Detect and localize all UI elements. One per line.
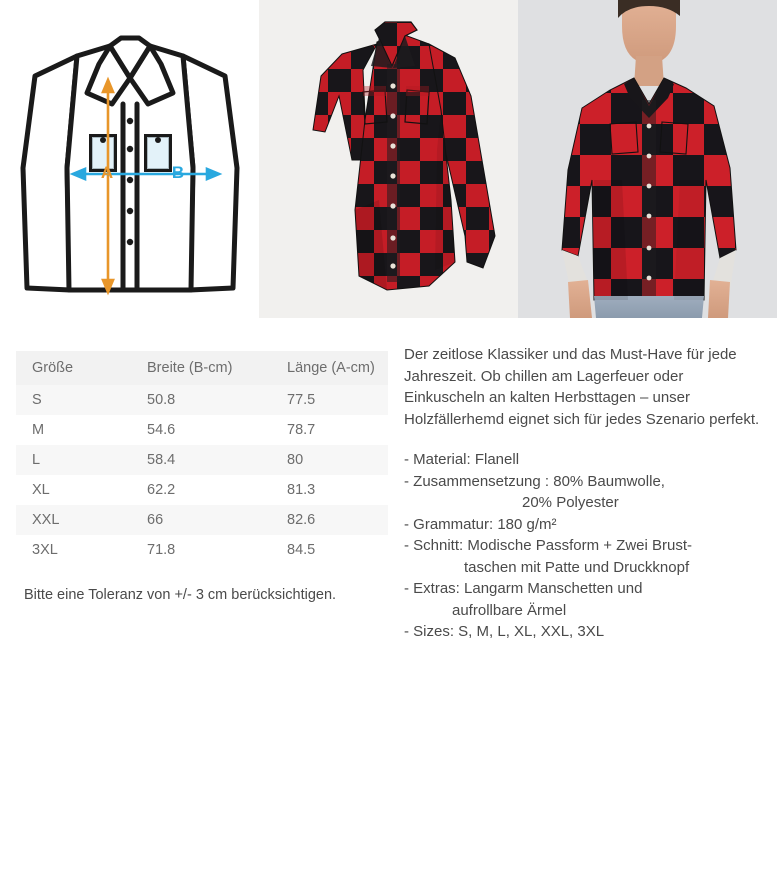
cell-size: M — [16, 415, 131, 445]
cell-length: 82.6 — [271, 505, 388, 535]
size-chart-table — [16, 351, 388, 565]
cell-size: S — [16, 385, 131, 415]
details-section — [0, 318, 777, 643]
model-wearing-flannel-illustration — [518, 0, 777, 318]
table-row — [16, 475, 388, 505]
table-header-row — [16, 351, 388, 385]
spec-extras: - Extras: Langarm Manschetten und — [404, 580, 643, 597]
table-row — [16, 505, 388, 535]
spec-composition-cont: 20% Polyester — [522, 494, 619, 511]
spec-fit: - Schnitt: Modische Passform + Zwei Brust- — [404, 537, 693, 554]
cell-length: 78.7 — [271, 415, 388, 445]
cell-width: 58.4 — [131, 445, 271, 475]
shirt-outline-drawing — [15, 18, 245, 298]
cell-width: 62.2 — [131, 475, 271, 505]
description-column — [404, 318, 777, 643]
spec-weight: - Grammatur: 180 g/m² — [404, 515, 557, 533]
table-row — [16, 415, 388, 445]
measurement-label-b: B — [171, 163, 184, 182]
measurement-diagram-image — [0, 0, 259, 318]
cell-length: 80 — [271, 445, 388, 475]
table-row — [16, 385, 388, 415]
spec-composition: - Zusammensetzung : 80% Baumwolle, — [404, 472, 665, 490]
cell-width: 54.6 — [131, 415, 271, 445]
spec-fit-cont: taschen mit Patte und Druckknopf — [464, 558, 690, 576]
cell-width: 66 — [131, 505, 271, 535]
spec-extras-cont: aufrollbare Ärmel — [452, 601, 567, 619]
cell-size: XXL — [16, 505, 131, 535]
spec-material: - Material: Flanell — [404, 451, 520, 468]
table-row — [16, 445, 388, 475]
product-images-row — [0, 0, 777, 318]
measurement-label-a: A — [100, 163, 113, 182]
size-table-column — [0, 318, 404, 603]
product-photo — [259, 0, 518, 318]
cell-length: 77.5 — [271, 385, 388, 415]
tolerance-note: Bitte eine Toleranz von +/- 3 cm berücksichtigen. — [24, 587, 337, 603]
model-photo — [518, 0, 777, 318]
cell-width: 71.8 — [131, 535, 271, 565]
cell-length: 84.5 — [271, 535, 388, 565]
spec-sizes: - Sizes: S, M, L, XL, XXL, 3XL — [404, 623, 605, 640]
column-header-size: Größe — [16, 351, 131, 385]
cell-size: XL — [16, 475, 131, 505]
cell-length: 81.3 — [271, 475, 388, 505]
flannel-shirt-flat-illustration — [259, 0, 518, 318]
cell-size: 3XL — [16, 535, 131, 565]
table-row — [16, 535, 388, 565]
cell-size: L — [16, 445, 131, 475]
cell-width: 50.8 — [131, 385, 271, 415]
column-header-width: Breite (B-cm) — [131, 351, 271, 385]
description-paragraph: Der zeitlose Klassiker und das Must-Have für jede Jahreszeit. Ob chillen am Lagerfeuer oder Einkuscheln an kalten Herbsttagen – unser Holzfällerhemd eignet sich für jedes Szenario perfekt. — [404, 346, 760, 428]
specifications-list — [404, 449, 767, 643]
column-header-length: Länge (A-cm) — [271, 351, 388, 385]
